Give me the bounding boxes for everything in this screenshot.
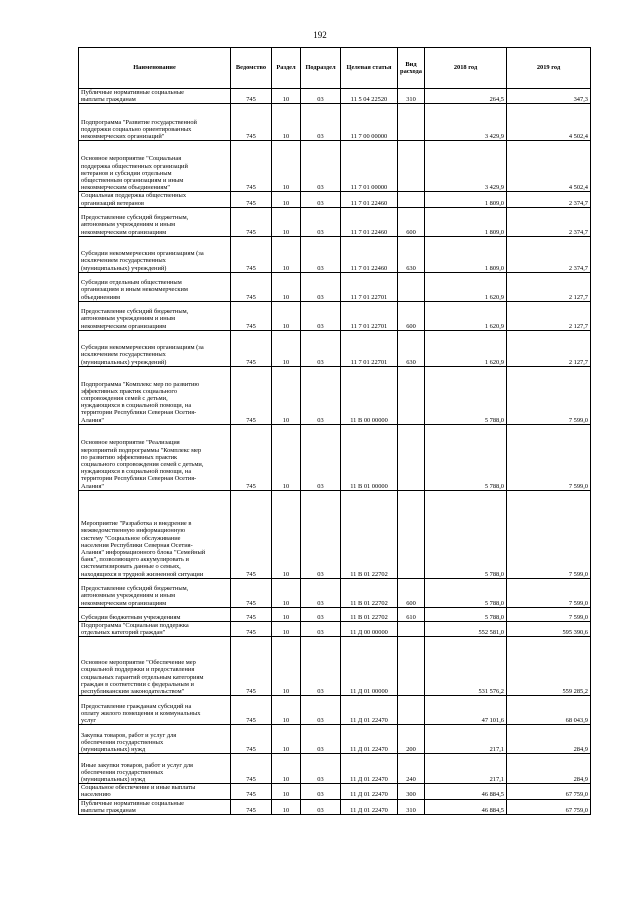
header-section: Раздел — [272, 48, 301, 89]
row-expense-type — [398, 637, 425, 696]
header-target: Целевая статья — [341, 48, 398, 89]
row-expense-type — [398, 272, 425, 301]
row-subsection: 03 — [301, 607, 341, 621]
row-value-2019: 2 374,7 — [507, 207, 591, 236]
row-expense-type — [398, 141, 425, 192]
row-name: Основное мероприятие "Обеспечение мер социальной поддержки и предоставления социальных гарантий отдельным категориям граждан в соответствии с федеральным и республиканским законодательством" — [79, 637, 231, 696]
row-value-2018: 552 581,0 — [425, 621, 507, 636]
row-value-2019: 2 374,7 — [507, 192, 591, 207]
row-subsection: 03 — [301, 784, 341, 799]
row-section: 10 — [272, 424, 301, 490]
row-name: Основное мероприятие "Реализация мероприятий подпрограммы "Комплекс мер по развитию эффективных практик социального сопровождения семей с детьми, нуждающихся в социальной помощи, на территории Республики Северная Осетия- Алания" — [79, 424, 231, 490]
row-subsection: 03 — [301, 192, 341, 207]
row-target: 11 7 01 22460 — [341, 207, 398, 236]
row-name: Предоставление субсидий бюджетным, автономным учреждениям и иным некоммерческим организациям — [79, 207, 231, 236]
table-header-row — [79, 48, 591, 89]
row-value-2018: 5 788,0 — [425, 424, 507, 490]
row-target: 11 7 01 22701 — [341, 301, 398, 330]
row-value-2018: 5 788,0 — [425, 366, 507, 424]
row-subsection: 03 — [301, 696, 341, 725]
row-expense-type — [398, 192, 425, 207]
row-value-2019: 2 127,7 — [507, 272, 591, 301]
row-ministry: 745 — [231, 141, 272, 192]
row-expense-type: 300 — [398, 784, 425, 799]
header-subsection: Подраздел — [301, 48, 341, 89]
row-target: 11 Д 01 22470 — [341, 754, 398, 784]
row-section: 10 — [272, 578, 301, 607]
row-subsection: 03 — [301, 621, 341, 636]
row-expense-type: 600 — [398, 207, 425, 236]
row-value-2019: 7 599,0 — [507, 607, 591, 621]
row-ministry: 745 — [231, 637, 272, 696]
row-value-2018: 217,1 — [425, 754, 507, 784]
row-ministry: 745 — [231, 799, 272, 814]
row-section: 10 — [272, 637, 301, 696]
row-value-2018: 46 884,5 — [425, 799, 507, 814]
row-value-2018: 5 788,0 — [425, 490, 507, 578]
row-subsection: 03 — [301, 330, 341, 366]
row-value-2018: 1 620,9 — [425, 330, 507, 366]
row-target: 11 5 04 22520 — [341, 89, 398, 104]
row-value-2018: 47 101,6 — [425, 696, 507, 725]
row-name: Предоставление субсидий бюджетным, автономным учреждениям и иным некоммерческим организациям — [79, 578, 231, 607]
row-name: Социальная поддержка общественных организаций ветеранов — [79, 192, 231, 207]
table-row — [79, 754, 591, 784]
table-row — [79, 696, 591, 725]
table-row — [79, 141, 591, 192]
row-value-2019: 4 502,4 — [507, 141, 591, 192]
row-value-2018: 5 788,0 — [425, 607, 507, 621]
row-expense-type: 240 — [398, 754, 425, 784]
row-value-2019: 7 599,0 — [507, 366, 591, 424]
table-row — [79, 207, 591, 236]
table-row — [79, 799, 591, 814]
row-ministry: 745 — [231, 621, 272, 636]
row-value-2018: 46 884,5 — [425, 784, 507, 799]
row-name: Субсидии отдельным общественным организациям и иным некоммерческим объединениям — [79, 272, 231, 301]
budget-table — [78, 47, 591, 815]
row-target: 11 Д 01 22470 — [341, 696, 398, 725]
row-subsection: 03 — [301, 490, 341, 578]
row-value-2019: 67 759,0 — [507, 784, 591, 799]
row-section: 10 — [272, 725, 301, 754]
table-row — [79, 578, 591, 607]
row-name: Иные закупки товаров, работ и услуг для обеспечения государственных (муниципальных) нужд — [79, 754, 231, 784]
row-value-2019: 7 599,0 — [507, 424, 591, 490]
row-value-2019: 4 502,4 — [507, 104, 591, 141]
row-ministry: 745 — [231, 754, 272, 784]
table-row — [79, 621, 591, 636]
row-value-2018: 1 620,9 — [425, 272, 507, 301]
row-section: 10 — [272, 141, 301, 192]
row-name: Закупка товаров, работ и услуг для обеспечения государственных (муниципальных) нужд — [79, 725, 231, 754]
row-ministry: 745 — [231, 366, 272, 424]
table-row — [79, 784, 591, 799]
row-ministry: 745 — [231, 696, 272, 725]
row-value-2019: 2 127,7 — [507, 301, 591, 330]
row-subsection: 03 — [301, 578, 341, 607]
row-expense-type — [398, 696, 425, 725]
row-ministry: 745 — [231, 104, 272, 141]
row-section: 10 — [272, 330, 301, 366]
row-value-2018: 264,5 — [425, 89, 507, 104]
row-section: 10 — [272, 366, 301, 424]
row-name: Мероприятие "Разработка и внедрение в межведомственную информационную систему "Социальное обслуживание населения Республики Северная Осетия- Алания" информационного блока "Семейный банк", позволяющего аккумулировать и систематизировать данные о семьях, находящихся в трудной жизненной ситуации — [79, 490, 231, 578]
row-subsection: 03 — [301, 141, 341, 192]
row-value-2018: 531 576,2 — [425, 637, 507, 696]
row-value-2019: 67 759,0 — [507, 799, 591, 814]
row-name: Публичные нормативные социальные выплаты гражданам — [79, 799, 231, 814]
row-target: 11 В 00 00000 — [341, 366, 398, 424]
table-row — [79, 236, 591, 272]
row-ministry: 745 — [231, 301, 272, 330]
row-target: 11 7 01 00000 — [341, 141, 398, 192]
row-subsection: 03 — [301, 799, 341, 814]
row-expense-type: 600 — [398, 578, 425, 607]
row-subsection: 03 — [301, 725, 341, 754]
row-value-2019: 284,9 — [507, 725, 591, 754]
row-value-2019: 7 599,0 — [507, 490, 591, 578]
row-section: 10 — [272, 301, 301, 330]
table-row — [79, 607, 591, 621]
table-row — [79, 637, 591, 696]
row-name: Подпрограмма "Комплекс мер по развитию эффективных практик социального сопровождения семей с детьми, нуждающихся в социальной помощи, на территории Республики Северная Осетия- Алания" — [79, 366, 231, 424]
header-2018: 2018 год — [425, 48, 507, 89]
row-value-2018: 3 429,9 — [425, 104, 507, 141]
row-subsection: 03 — [301, 104, 341, 141]
row-expense-type — [398, 366, 425, 424]
row-section: 10 — [272, 272, 301, 301]
row-name: Субсидии некоммерческим организациям (за исключением государственных (муниципальных) учреждений) — [79, 236, 231, 272]
row-target: 11 Д 00 00000 — [341, 621, 398, 636]
row-name: Подпрограмма "Социальная поддержка отдельных категорий граждан" — [79, 621, 231, 636]
table-row — [79, 330, 591, 366]
row-section: 10 — [272, 607, 301, 621]
row-value-2019: 595 390,6 — [507, 621, 591, 636]
row-target: 11 7 00 00000 — [341, 104, 398, 141]
table-row — [79, 89, 591, 104]
row-value-2018: 1 809,0 — [425, 236, 507, 272]
row-ministry: 745 — [231, 725, 272, 754]
row-value-2018: 3 429,9 — [425, 141, 507, 192]
row-expense-type: 600 — [398, 301, 425, 330]
row-section: 10 — [272, 490, 301, 578]
row-ministry: 745 — [231, 784, 272, 799]
header-ministry: Ведомство — [231, 48, 272, 89]
table-row — [79, 490, 591, 578]
row-subsection: 03 — [301, 236, 341, 272]
table-row — [79, 725, 591, 754]
row-ministry: 745 — [231, 330, 272, 366]
row-expense-type: 630 — [398, 236, 425, 272]
row-value-2019: 2 374,7 — [507, 236, 591, 272]
row-section: 10 — [272, 696, 301, 725]
row-subsection: 03 — [301, 207, 341, 236]
row-subsection: 03 — [301, 637, 341, 696]
row-section: 10 — [272, 799, 301, 814]
row-target: 11 В 01 22702 — [341, 607, 398, 621]
row-value-2018: 1 809,0 — [425, 192, 507, 207]
row-subsection: 03 — [301, 424, 341, 490]
table-row — [79, 104, 591, 141]
table-row — [79, 301, 591, 330]
row-section: 10 — [272, 89, 301, 104]
row-expense-type — [398, 104, 425, 141]
row-section: 10 — [272, 207, 301, 236]
header-name: Наименование — [79, 48, 231, 89]
row-section: 10 — [272, 236, 301, 272]
table-row — [79, 366, 591, 424]
row-target: 11 Д 01 22470 — [341, 784, 398, 799]
row-target: 11 В 01 22702 — [341, 578, 398, 607]
row-value-2019: 559 285,2 — [507, 637, 591, 696]
row-value-2019: 68 043,9 — [507, 696, 591, 725]
row-ministry: 745 — [231, 89, 272, 104]
row-expense-type: 610 — [398, 607, 425, 621]
table-row — [79, 272, 591, 301]
row-target: 11 7 01 22460 — [341, 192, 398, 207]
row-expense-type — [398, 490, 425, 578]
row-ministry: 745 — [231, 424, 272, 490]
row-value-2019: 347,3 — [507, 89, 591, 104]
row-value-2018: 217,1 — [425, 725, 507, 754]
row-name: Основное мероприятие "Социальная поддержка общественных организаций ветеранов и субсидии отдельным общественным организациям и иным некоммерческим объединениям" — [79, 141, 231, 192]
row-ministry: 745 — [231, 236, 272, 272]
row-value-2019: 284,9 — [507, 754, 591, 784]
row-name: Социальное обеспечение и иные выплаты населению — [79, 784, 231, 799]
row-section: 10 — [272, 754, 301, 784]
row-ministry: 745 — [231, 578, 272, 607]
row-name: Предоставление субсидий бюджетным, автономным учреждениям и иным некоммерческим организациям — [79, 301, 231, 330]
row-subsection: 03 — [301, 272, 341, 301]
row-ministry: 745 — [231, 192, 272, 207]
row-subsection: 03 — [301, 89, 341, 104]
row-name: Публичные нормативные социальные выплаты гражданам — [79, 89, 231, 104]
row-target: 11 7 01 22701 — [341, 272, 398, 301]
row-target: 11 В 01 00000 — [341, 424, 398, 490]
row-name: Предоставление гражданам субсидий на оплату жилого помещения и коммунальных услуг — [79, 696, 231, 725]
row-expense-type — [398, 621, 425, 636]
row-expense-type: 310 — [398, 89, 425, 104]
row-section: 10 — [272, 192, 301, 207]
row-ministry: 745 — [231, 490, 272, 578]
row-ministry: 745 — [231, 207, 272, 236]
row-ministry: 745 — [231, 272, 272, 301]
row-name: Подпрограмма "Развитие государственной поддержки социально ориентированных некоммерческих организаций" — [79, 104, 231, 141]
row-target: 11 Д 01 00000 — [341, 637, 398, 696]
row-target: 11 Д 01 22470 — [341, 799, 398, 814]
row-value-2018: 1 809,0 — [425, 207, 507, 236]
row-section: 10 — [272, 784, 301, 799]
row-value-2019: 7 599,0 — [507, 578, 591, 607]
row-subsection: 03 — [301, 754, 341, 784]
row-expense-type: 310 — [398, 799, 425, 814]
row-ministry: 745 — [231, 607, 272, 621]
table-body — [79, 89, 591, 815]
row-value-2019: 2 127,7 — [507, 330, 591, 366]
row-value-2018: 1 620,9 — [425, 301, 507, 330]
row-target: 11 В 01 22702 — [341, 490, 398, 578]
row-subsection: 03 — [301, 301, 341, 330]
row-name: Субсидии некоммерческим организациям (за исключением государственных (муниципальных) учреждений) — [79, 330, 231, 366]
row-target: 11 7 01 22460 — [341, 236, 398, 272]
row-subsection: 03 — [301, 366, 341, 424]
row-section: 10 — [272, 621, 301, 636]
table-row — [79, 192, 591, 207]
header-expense-type: Вид расхода — [398, 48, 425, 89]
row-expense-type — [398, 424, 425, 490]
table-row — [79, 424, 591, 490]
row-value-2018: 5 788,0 — [425, 578, 507, 607]
row-expense-type: 630 — [398, 330, 425, 366]
row-section: 10 — [272, 104, 301, 141]
row-target: 11 7 01 22701 — [341, 330, 398, 366]
row-name: Субсидии бюджетным учреждениям — [79, 607, 231, 621]
page-number: 192 — [313, 30, 327, 40]
row-target: 11 Д 01 22470 — [341, 725, 398, 754]
header-2019: 2019 год — [507, 48, 591, 89]
row-expense-type: 200 — [398, 725, 425, 754]
